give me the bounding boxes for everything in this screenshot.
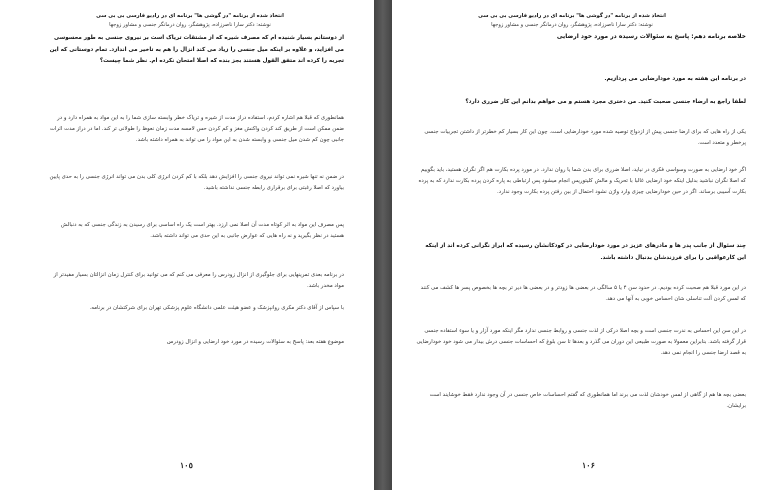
- paragraph: موضوع هفته بعد: پاسخ به سئوالات رسیده در مورد خود ارضایی و انزال زودرس: [166, 339, 344, 345]
- page-header-line1: انتخاذ شده از برنامه "در گوشی ها" برنامه ای در رادیو فارسی بی بی سی: [478, 13, 666, 19]
- paragraph: در این مورد قبلا هم صحبت کرده بودیم. در حدود سن ۴ یا ۵ سالگی در بعضی ها زودتر و در بعضی ها دیر تر بچه ها بخصوص پسر ها کشف می کنند که لمس کردن آلت تناسلی شان احساس خوبی به آنها می دهد.: [420, 285, 746, 302]
- paragraph: پس مصرف این مواد به اثر کوتاه مدت آن اصلا نمی ارزد. بهتر است یک راه اساسی برای رسیدن به زندگی جنسی که به دنبالش هستید در نظر بگیرید و نه راه هایی که عوارض جانبی به این حدی می تواند داشته باشد.: [60, 222, 344, 239]
- paragraph: همانطوری که قبلا هم اشاره کردم، استفاده دراز مدت از شیره و تریاک خطر وابسته سازی شما را به این مواد به همراه دارد و در ضمن ممکن است از طریق کند کردن واکنش مغز و کم کردن حس لامسه مدت زمان نعوظ را طولانی تر کند. اما در دراز مدت اثرات جانبی چون کم شدن میل جنسی و وابسته شدن به این مواد را می تواند به همراه داشته باشد.: [49, 115, 344, 143]
- paragraph: در برنامه بعدی تمرینهایی برای جلوگیری از انزال زودرس را معرفی می کنم که می توانید برای کنترل زمان انزالتان بسیار مفیدتر از مواد مخدر باشد.: [53, 272, 344, 289]
- page-header-line2: نوشته: دکتر سارا ناصرزاده، پژوهشگر، روان درمانگر جنسی و مشاور زوجها: [109, 22, 271, 28]
- paragraph: در ضمن نه تنها شیره نمی تواند نیروی جنسی را افزایش دهد بلکه با کم کردن انرژی کلی بدن می تواند انرژی جنسی را به حدی پایین بیاورد که اصلا رغبتی برای برقراری رابطه جنسی نداشته باشید.: [49, 174, 344, 191]
- paragraph: با سپاس از آقای دکتر مکری روانپزشک و عضو هیئت علمی دانشگاه علوم پزشکی تهران برای شرکتشان در برنامه.: [89, 305, 344, 311]
- paragraph: اگر خود ارضایی به صورت وسواسی فکری در نیاید، اصلا ضرری برای بدن شما یا روان ندارد. در مورد پرده بکارت هم اگر نگران هستید، باید بگوییم که اصلا نگران نباشید بدلیل اینکه خود ارضایی غالبا با تحریک و مالش کلیتوریس انجام میشود پس ارتباطی به پاره کردن پرده بکارت ندارد که به پرده بکارت آسیبی برساند. اگر در حین خودارضایی چیزی وارد واژن نشود احتمال از بین رفتن پرده بکارت وجود ندارد.: [418, 167, 746, 195]
- chapter-title: خلاصه برنامه دهم: پاسخ به سئوالات رسیده در مورد خود ارضایی: [556, 33, 746, 40]
- paragraph: یکی از راه هایی که برای ارضا جنسی پیش از ازدواج توصیه شده مورد خودارضایی است. چون این کار بسیار کم خطرتر از داشتن تجربیات جنسی پرخطر و متعدد است.: [424, 129, 746, 146]
- reader-question: لطفا راجع به ارضاء جنسی صحبت کنید. من دختری مجرد هستم و می خواهم بدانم این کار ضرری دارد؟: [465, 99, 746, 105]
- paragraph: بعضی بچه ها هم از گاهی از لمس خودشان لذت می برند اما همانطوری که گفتم احساسات خاص جنسی در آن وجود ندارد فقط خوشایند است برایشان.: [429, 392, 746, 409]
- page-number: ١٠٥: [180, 460, 193, 470]
- page-header-line2: نوشته: دکتر سارا ناصرزاده، پژوهشگر، روان درمانگر جنسی و مشاور زوجها: [491, 22, 653, 28]
- page-header-line1: انتخاذ شده از برنامه "در گوشی ها" برنامه ای در رادیو فارسی بی بی سی: [96, 13, 284, 19]
- book-gutter: [374, 0, 392, 490]
- left-page: [0, 0, 374, 490]
- page-number: ١٠۶: [582, 460, 595, 470]
- right-page: [392, 0, 768, 490]
- reader-question: چند سئوال از جانب پدر ها و مادرهای عزیز در مورد خودارضایی در کودکانشان رسیده که ابراز نگرانی کرده اند از اینکه این کارعواقبی را برای فرزندشان بدنبال داشته باشد.: [425, 243, 746, 261]
- intro-line: در برنامه این هفته به مورد خودارضایی می پردازیم.: [604, 76, 746, 82]
- paragraph: در این سن این احساس به ندرت جنسی است و بچه اصلا درکی از لذت جنسی و روابط جنسی ندارد مگر اینکه مورد آزار و یا سوء استفاده جنسی قرار گرفته باشد. بنابراین معمولا به صورت طبیعی این دوران می گذرد و بعدها تا سن بلوغ که احساسات جنسی درش بیدار می شود خود خودارضایی به قصد ارضا جنسی را انجام نمی دهد.: [416, 328, 746, 356]
- reader-question: از دوستانم بسیار شنیده ام که مصرف شیره که از مشتقات تریاک است بر نیروی جنسی به طور محسوسی می افزاید، و علاوه بر اینکه میل جنسی را زیاد می کند انزال را هم به تاخیر می اندازد. تمام دوستانی که این تجربه را کرده اند متفق القول هستند بجز بنده که اصلا امتحان نکرده ام. نظر شما چیست؟: [49, 35, 344, 64]
